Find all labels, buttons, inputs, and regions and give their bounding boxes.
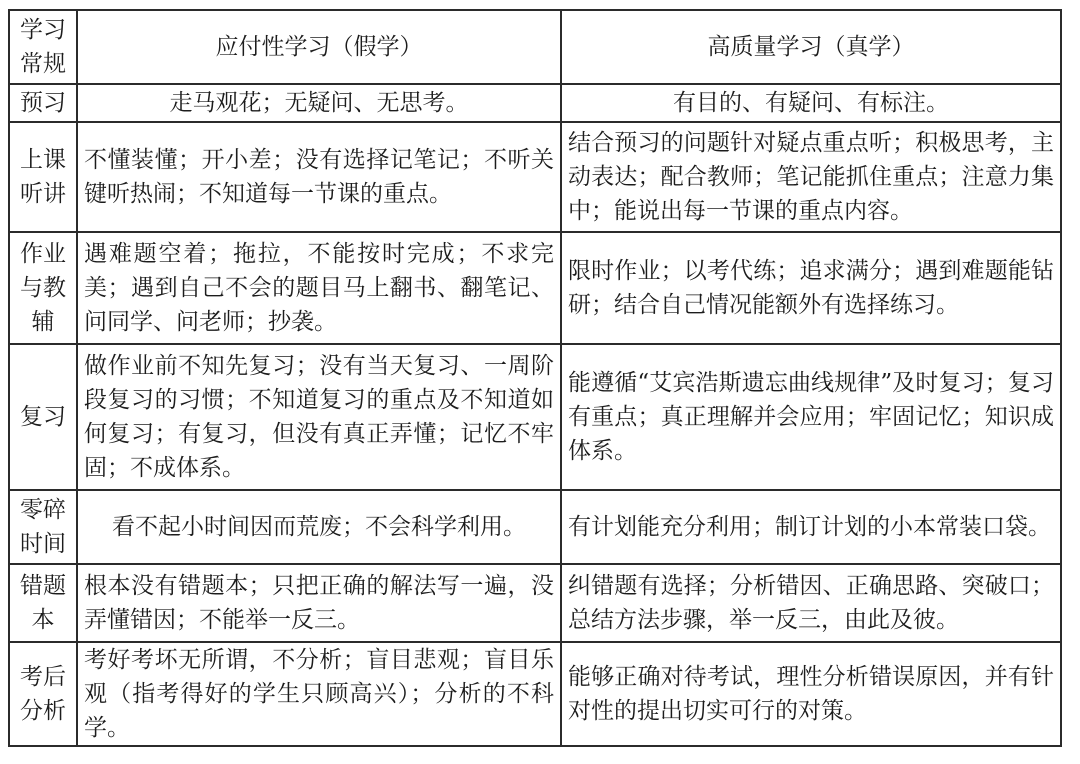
row-left-cell <box>77 84 561 122</box>
row-category-cell <box>9 344 77 490</box>
row-left-cell <box>77 642 561 746</box>
header-right-cell <box>561 10 1061 84</box>
row-left-text: 做作业前不知先复习；没有当天复习、一周阶段复习的习惯；不知道复习的重点及不知道如何复习；有复习，但没有真正弄懂；记忆不牢固；不成体系。 <box>84 353 554 481</box>
row-right-cell <box>561 490 1061 564</box>
row-right-cell <box>561 344 1061 490</box>
row-category-cell <box>9 564 77 642</box>
header-category-text: 学习 常规 <box>20 17 66 77</box>
row-right-cell <box>561 232 1061 344</box>
row-category-text: 考后 分析 <box>20 664 66 724</box>
row-category-cell <box>9 84 77 122</box>
row-category-text: 上课 听讲 <box>20 147 66 207</box>
row-left-cell <box>77 122 561 232</box>
row-left-text: 看不起小时间因而荒废；不会科学利用。 <box>112 514 526 540</box>
row-right-cell <box>561 122 1061 232</box>
row-left-text: 走马观花；无疑问、无思考。 <box>169 90 469 116</box>
row-right-cell <box>561 642 1061 746</box>
row-right-text: 有计划能充分利用；制订计划的小本常装口袋。 <box>568 514 1051 540</box>
header-category-cell <box>9 10 77 84</box>
row-right-text: 能遵循“艾宾浩斯遗忘曲线规律”及时复习；复习有重点；真正理解并会应用；牢固记忆；知识成体系。 <box>568 370 1054 464</box>
row-left-text: 根本没有错题本；只把正确的解法写一遍，没弄懂错因；不能举一反三。 <box>84 573 554 633</box>
row-left-text: 遇难题空着；拖拉，不能按时完成；不求完美；遇到自己不会的题目马上翻书、翻笔记、问同学、问老师；抄袭。 <box>84 241 554 335</box>
row-category-cell <box>9 232 77 344</box>
header-right-text: 高质量学习（真学） <box>707 34 915 60</box>
row-left-cell <box>77 564 561 642</box>
row-left-cell <box>77 490 561 564</box>
row-right-text: 纠错题有选择；分析错因、正确思路、突破口；总结方法步骤，举一反三，由此及彼。 <box>568 573 1054 633</box>
row-right-cell <box>561 564 1061 642</box>
row-category-text: 复习 <box>20 404 66 430</box>
row-right-cell <box>561 84 1061 122</box>
row-category-cell <box>9 122 77 232</box>
row-left-text: 不懂装懂；开小差；没有选择记笔记；不听关键听热闹；不知道每一节课的重点。 <box>84 147 554 207</box>
table-header-row <box>9 10 1061 84</box>
row-category-text: 错题 本 <box>20 573 66 633</box>
table-row <box>9 564 1061 642</box>
table-row <box>9 642 1061 746</box>
study-comparison-table <box>8 9 1062 747</box>
row-left-cell <box>77 232 561 344</box>
row-category-text: 预习 <box>20 90 66 116</box>
row-right-text: 有目的、有疑问、有标注。 <box>673 90 949 116</box>
row-right-text: 能够正确对待考试，理性分析错误原因，并有针对性的提出切实可行的对策。 <box>568 664 1054 724</box>
row-category-cell <box>9 490 77 564</box>
row-category-text: 零碎 时间 <box>20 497 66 557</box>
header-left-cell <box>77 10 561 84</box>
row-right-text: 结合预习的问题针对疑点重点听；积极思考，主动表达；配合教师；笔记能抓住重点；注意力集中；能说出每一节课的重点内容。 <box>568 130 1054 224</box>
row-left-text: 考好考坏无所谓，不分析；盲目悲观；盲目乐观（指考得好的学生只顾高兴）；分析的不科学。 <box>84 647 554 741</box>
row-right-text: 限时作业；以考代练；追求满分；遇到难题能钻研；结合自己情况能额外有选择练习。 <box>568 258 1054 318</box>
row-left-cell <box>77 344 561 490</box>
table-row <box>9 84 1061 122</box>
row-category-cell <box>9 642 77 746</box>
header-left-text: 应付性学习（假学） <box>215 34 423 60</box>
row-category-text: 作业 与教 辅 <box>20 241 66 335</box>
table-row <box>9 232 1061 344</box>
table-row <box>9 490 1061 564</box>
table-row <box>9 344 1061 490</box>
table-row <box>9 122 1061 232</box>
